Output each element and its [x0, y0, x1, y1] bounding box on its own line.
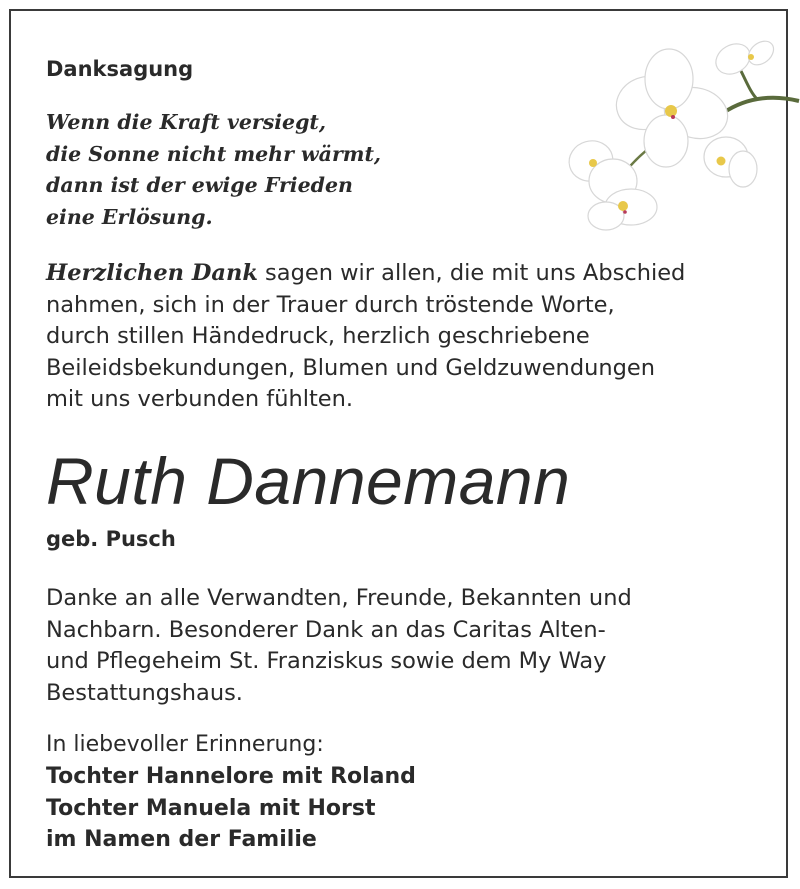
acknowledgement-paragraph	[46, 583, 766, 709]
poem-line: Wenn die Kraft versiegt,	[46, 110, 327, 134]
obituary-card	[9, 9, 788, 878]
signature-line: Tochter Manuela mit Horst	[46, 795, 376, 821]
thanks-paragraph	[46, 258, 766, 416]
heading: Danksagung	[46, 57, 194, 81]
acknowledgement-line: Bestattungshaus.	[46, 679, 243, 706]
thanks-line: sagen wir allen, die mit uns Abschied	[257, 260, 686, 286]
memory-line: In liebevoller Erinnerung:	[46, 732, 324, 757]
poem	[46, 107, 381, 233]
orchid-flower-icon	[551, 31, 800, 241]
thanks-line: nahmen, sich in der Trauer durch tröstende Worte,	[46, 291, 615, 318]
poem-line: eine Erlösung.	[46, 204, 213, 229]
signature-line: Tochter Hannelore mit Roland	[46, 764, 416, 789]
poem-line: die Sonne nicht mehr wärmt,	[46, 141, 382, 166]
signatures	[46, 761, 416, 856]
acknowledgement-line: Nachbarn. Besonderer Dank an das Caritas Alten-	[46, 616, 606, 643]
maiden-name: geb. Pusch	[46, 527, 176, 551]
poem-line: dann ist der ewige Frieden	[46, 173, 353, 197]
acknowledgement-line: und Pflegeheim St. Franziskus sowie dem My Way	[46, 648, 607, 674]
thanks-line: durch stillen Händedruck, herzlich geschriebene	[46, 323, 590, 349]
thanks-line: Beileidsbekundungen, Blumen und Geldzuwendungen	[46, 354, 656, 381]
thanks-lead: Herzlichen Dank	[46, 260, 258, 286]
acknowledgement-line: Danke an alle Verwandten, Freunde, Bekannten und	[46, 585, 632, 611]
deceased-name: Ruth Dannemann	[46, 444, 571, 518]
thanks-line: mit uns verbunden fühlten.	[46, 386, 354, 412]
signature-line: im Namen der Familie	[46, 827, 317, 852]
